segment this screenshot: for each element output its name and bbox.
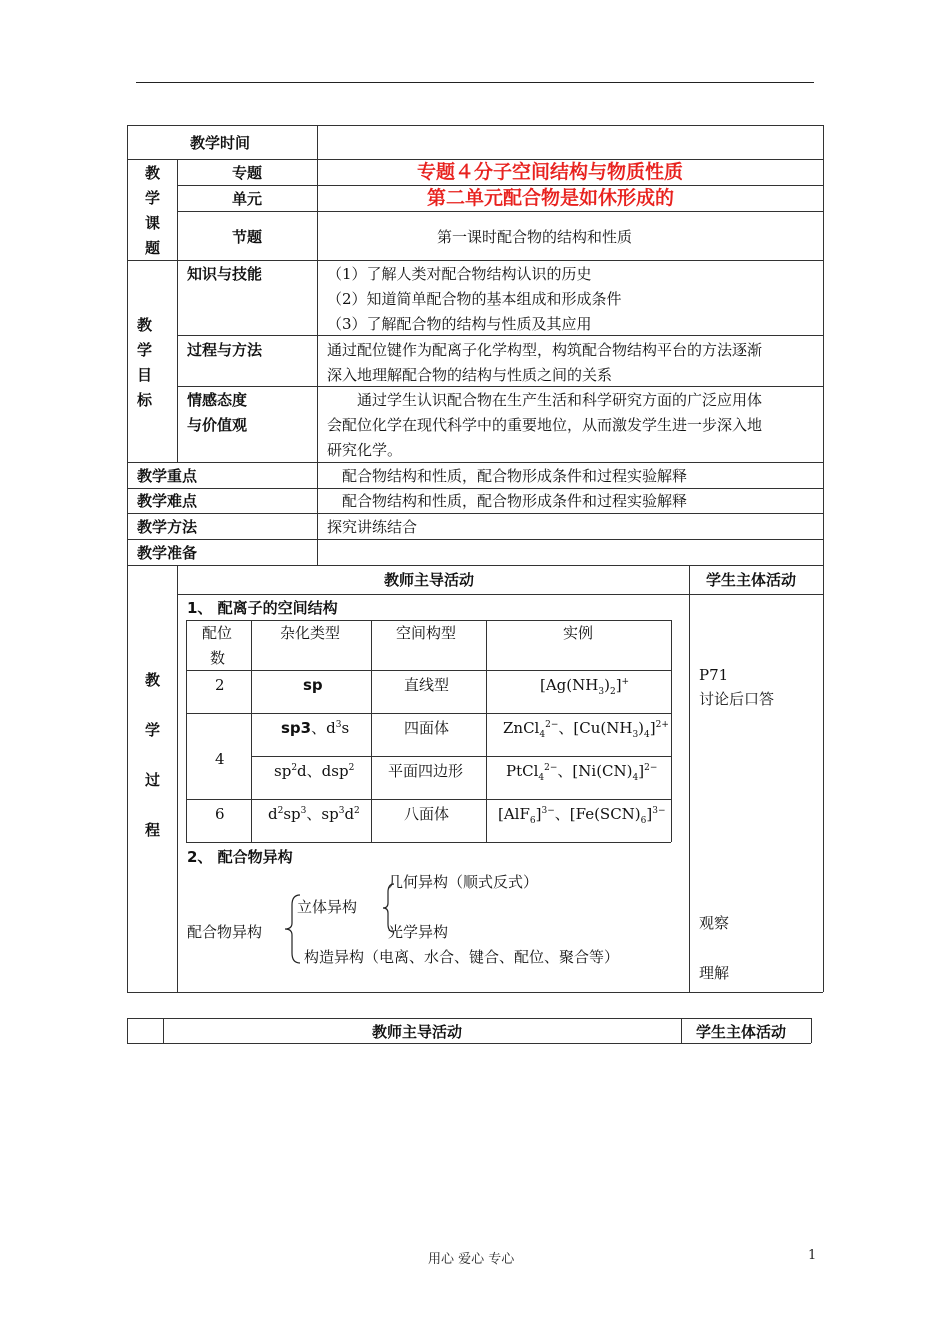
student-note-understand: 理解: [699, 964, 730, 982]
student-activity-header: 学生主体活动: [706, 571, 797, 589]
isomer-root: 配合物异构: [187, 923, 263, 941]
method-value: 探究讲练结合: [327, 518, 418, 536]
objectives-group-label-3: 目: [137, 366, 153, 384]
method-label: 教学方法: [137, 518, 198, 536]
second-student-header: 学生主体活动: [696, 1023, 787, 1041]
knowledge-item: （1）了解人类对配合物结构认识的历史: [327, 265, 592, 283]
knowledge-label: 知识与技能: [187, 265, 263, 283]
student-note-observe: 观察: [699, 914, 730, 932]
student-note-discuss: 讨论后口答: [699, 690, 775, 708]
topic-group-label-3: 课: [145, 214, 161, 232]
process-group-label-1: 教: [145, 671, 161, 689]
outer-brace-icon: [282, 893, 304, 965]
unit-label: 单元: [232, 190, 263, 208]
knowledge-item: （3）了解配合物的结构与性质及其应用: [327, 315, 592, 333]
cell-example: ZnCl$_4^{2-}$、$[Cu(NH_3)_4]^{2+}$: [503, 719, 669, 740]
cell-example: $[Ag(NH_3)_2]^+$: [540, 676, 630, 697]
section-value: 第一课时配合物的结构和性质: [437, 228, 633, 246]
cell-shape: 平面四边形: [388, 762, 464, 780]
col-header-coord-2: 数: [210, 649, 226, 667]
col-header-coord-1: 配位: [202, 624, 233, 642]
cell-hybrid: $sp^2d$、dsp$^2$: [274, 762, 355, 780]
process-group-label-3: 过: [145, 771, 161, 789]
process-line: 深入地理解配合物的结构与性质之间的关系: [327, 366, 613, 384]
teacher-activity-header: 教师主导活动: [384, 571, 475, 589]
teaching-time-label: 教学时间: [190, 134, 251, 152]
isomer-optical: 光学异构: [388, 923, 449, 941]
objectives-group-label-1: 教: [137, 316, 153, 334]
objectives-group-label-4: 标: [137, 391, 153, 409]
process-line: 通过配位键作为配离子化学构型，构筑配合物结构平台的方法逐渐: [327, 341, 763, 359]
key-label: 教学重点: [137, 467, 198, 485]
emotion-label: 与价值观: [187, 416, 248, 434]
emotion-line: 会配位化学在现代科学中的重要地位，从而激发学生进一步深入地: [327, 416, 763, 434]
second-teacher-header: 教师主导活动: [372, 1023, 463, 1041]
process-group-label-4: 程: [145, 821, 161, 839]
page-number: 1: [808, 1248, 817, 1263]
topic-group-label-2: 学: [145, 189, 161, 207]
header-rule: [136, 82, 814, 83]
cell-num: 4: [215, 750, 225, 768]
col-header-shape: 空间构型: [396, 624, 457, 642]
student-note-p71: P71: [699, 666, 729, 684]
cell-example: $[AlF_6]^{3-}$、$[Fe(SCN)_6]^{3-}$: [498, 805, 666, 826]
isomer-geometric: 几何异构（顺式反式）: [388, 873, 539, 891]
section1-title: 1、 配离子的空间结构: [187, 599, 338, 617]
topic-group-label-1: 教: [145, 164, 161, 182]
knowledge-item: （2）知道简单配合物的基本组成和形成条件: [327, 290, 622, 308]
isomer-structural: 构造异构（电离、水合、键合、配位、聚合等）: [304, 948, 620, 966]
cell-hybrid: sp: [303, 676, 323, 694]
col-header-hybrid: 杂化类型: [280, 624, 341, 642]
emotion-line: 通过学生认识配合物在生产生活和科学研究方面的广泛应用体: [357, 391, 763, 409]
difficulty-label: 教学难点: [137, 492, 198, 510]
objectives-group-label-2: 学: [137, 341, 153, 359]
cell-shape: 直线型: [404, 676, 450, 694]
cell-num: 2: [215, 676, 225, 694]
footer-slogan: 用心 爱心 专心: [428, 1252, 515, 1267]
emotion-label: 情感态度: [187, 391, 248, 409]
cell-shape: 八面体: [404, 805, 450, 823]
difficulty-value: 配合物结构和性质，配合物形成条件和过程实验解释: [342, 492, 688, 510]
topic-group-label-4: 题: [145, 239, 161, 257]
topic-label: 专题: [232, 164, 263, 182]
col-header-example: 实例: [563, 624, 594, 642]
section2-title: 2、 配合物异构: [187, 848, 293, 866]
cell-num: 6: [215, 805, 225, 823]
prep-label: 教学准备: [137, 544, 198, 562]
inner-brace-icon: [380, 882, 398, 934]
cell-hybrid: sp3、$d^3s$: [281, 719, 350, 737]
topic-value: 专题４分子空间结构与物质性质: [417, 161, 684, 183]
cell-example: PtCl$_4^{2-}$、$[Ni(CN)_4]^{2-}$: [506, 762, 658, 783]
isomer-stereo: 立体异构: [297, 898, 358, 916]
process-group-label-2: 学: [145, 721, 161, 739]
unit-value: 第二单元配合物是如休形成的: [427, 187, 675, 209]
process-label: 过程与方法: [187, 341, 263, 359]
emotion-line: 研究化学。: [327, 441, 403, 459]
key-value: 配合物结构和性质，配合物形成条件和过程实验解释: [342, 467, 688, 485]
section-label: 节题: [232, 228, 263, 246]
cell-shape: 四面体: [404, 719, 450, 737]
cell-hybrid: $d^2sp^3$、$sp^3d^2$: [268, 805, 360, 823]
